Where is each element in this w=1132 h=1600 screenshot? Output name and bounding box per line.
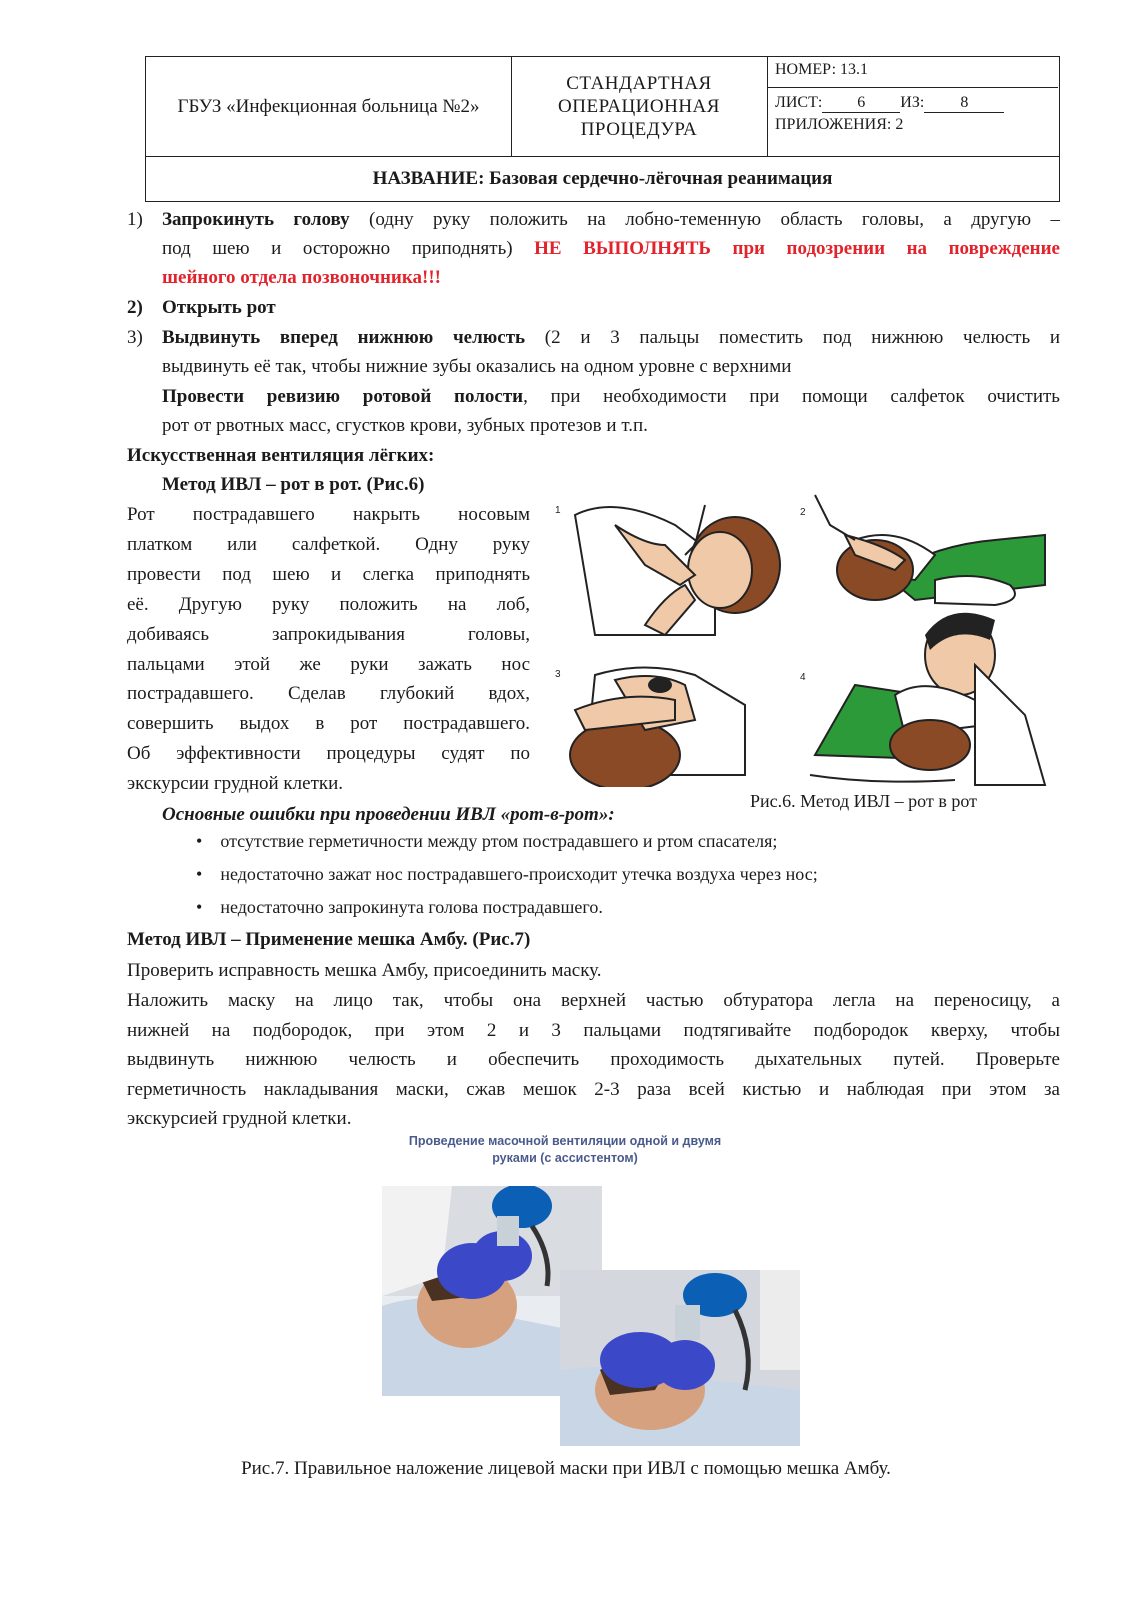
sheet-info [775, 92, 1004, 136]
step-3-action-2: Провести ревизию ротовой полости [162, 386, 524, 407]
document-type: СТАНДАРТНАЯ ОПЕРАЦИОННАЯ ПРОЦЕДУРА [511, 57, 768, 156]
paragraph-line: выдвинуть нижнюю челюсть и обеспечить проходимость дыхательных путей. Проверьте [127, 1049, 1060, 1071]
fig6-panel-2 [815, 495, 1045, 605]
step-2-line [162, 293, 276, 323]
step-1-warning: НЕ ВЫПОЛНЯТЬ при подозрении на повреждение [534, 238, 1060, 259]
step-3-line-3: Провести ревизию ротовой полости, при необходимости при помощи салфеток очистить [162, 386, 1060, 407]
fig6-panel-4 [810, 613, 1045, 785]
paragraph-line: Об эффективности процедуры судят по [127, 743, 530, 765]
figure-7-caption: Рис.7. Правильное наложение лицевой маски при ИВЛ с помощью мешка Амбу. [241, 1458, 891, 1479]
step-3-line-1: Выдвинуть вперед нижнюю челюсть (2 и 3 пальцы поместить под нижнюю челюсть и [162, 327, 1060, 348]
fig6-label-4: 4 [800, 672, 806, 683]
figure-7-photo-2 [560, 1270, 800, 1446]
paragraph-line: её. Другую руку положить на лоб, [127, 593, 530, 615]
method-1-heading: Метод ИВЛ – рот в рот. (Рис.6) [162, 474, 425, 495]
paragraph-line: пострадавшего. Сделав глубокий вдох, [127, 683, 530, 705]
step-3-number: 3) [127, 327, 143, 348]
method-2-intro: Проверить исправность мешка Амбу, присоединить маску. [127, 960, 602, 981]
step-1-action: Запрокинуть голову [162, 209, 350, 230]
document-number: НОМЕР: 13.1 [767, 57, 1058, 88]
of-label: ИЗ: [900, 94, 925, 111]
step-2-action: Открыть рот [162, 297, 276, 318]
paragraph-line: пальцами этой же руки зажать нос [127, 653, 530, 675]
document-title: НАЗВАНИЕ: Базовая сердечно-лёгочная реанимация [372, 167, 833, 189]
ivl-heading: Искусственная вентиляция лёгких: [127, 445, 435, 466]
paragraph-line: экскурсией грудной клетки. [127, 1108, 352, 1130]
paragraph-line: платком или салфеткой. Одну руку [127, 533, 530, 555]
step-1-number: 1) [127, 209, 143, 230]
step-3-action: Выдвинуть вперед нижнюю челюсть [162, 327, 526, 348]
document-meta [767, 57, 1058, 156]
paragraph-line: нижней на подбородок, при этом 2 и 3 пальцами подтягивайте подбородок кверху, чтобы [127, 1019, 1060, 1041]
paragraph-line: добиваясь запрокидывания головы, [127, 623, 530, 645]
method-2-heading: Метод ИВЛ – Применение мешка Амбу. (Рис.7) [127, 929, 531, 950]
paragraph-line: провести под шею и слегка приподнять [127, 563, 530, 585]
sheet-label: ЛИСТ: [775, 94, 823, 111]
step-1-line-1: Запрокинуть голову (одну руку положить на лобно-теменную область головы, а другую – [162, 209, 1060, 230]
step-3-line-4: рот от рвотных масс, сгустков крови, зубных протезов и т.п. [162, 415, 648, 436]
error-item: • недостаточно запрокинута голова пострадавшего. [196, 897, 603, 917]
figure-6-caption: Рис.6. Метод ИВЛ – рот в рот [750, 791, 977, 811]
errors-heading: Основные ошибки при проведении ИВЛ «рот-в-рот»: [162, 804, 615, 825]
paragraph-line: герметичность накладывания маски, сжав мешок 2-3 раза всей кистью и наблюдая при этом за [127, 1078, 1060, 1100]
step-2-number: 2) [127, 297, 143, 318]
step-1-line-2: под шею и осторожно приподнять) НЕ ВЫПОЛНЯТЬ при подозрении на повреждение [162, 238, 1060, 259]
header-table [145, 56, 1060, 202]
sheet-total: 8 [924, 94, 1004, 113]
paragraph-line: Наложить маску на лицо так, чтобы она верхней частью обтуратора легла на переносицу, а [127, 990, 1060, 1011]
fig6-label-2: 2 [800, 507, 806, 518]
figure-7-title: Проведение масочной вентиляции одной и двумя руками (с ассистентом) [408, 1134, 722, 1165]
step-3-line-2: выдвинуть её так, чтобы нижние зубы оказались на одном уровне с верхними [162, 356, 792, 377]
figure-6-illustration [555, 485, 1050, 787]
fig6-label-1: 1 [555, 505, 561, 516]
organization-name: ГБУЗ «Инфекционная больница №2» [146, 57, 512, 156]
error-item: • отсутствие герметичности между ртом пострадавшего и ртом спасателя; [196, 831, 778, 851]
paragraph-line: совершить выдох в рот пострадавшего. [127, 713, 530, 735]
fig6-label-3: 3 [555, 669, 561, 680]
paragraph-line: Рот пострадавшего накрыть носовым [127, 504, 530, 525]
attachments-count: ПРИЛОЖЕНИЯ: 2 [775, 116, 904, 133]
paragraph-line: экскурсии грудной клетки. [127, 773, 344, 795]
error-item: • недостаточно зажат нос пострадавшего-происходит утечка воздуха через нос; [196, 864, 818, 884]
fig6-panel-1 [575, 505, 780, 635]
step-1-line-3: шейного отдела позвоночника!!! [162, 267, 441, 288]
fig6-panel-3 [570, 668, 745, 788]
sheet-number: 6 [822, 94, 900, 113]
